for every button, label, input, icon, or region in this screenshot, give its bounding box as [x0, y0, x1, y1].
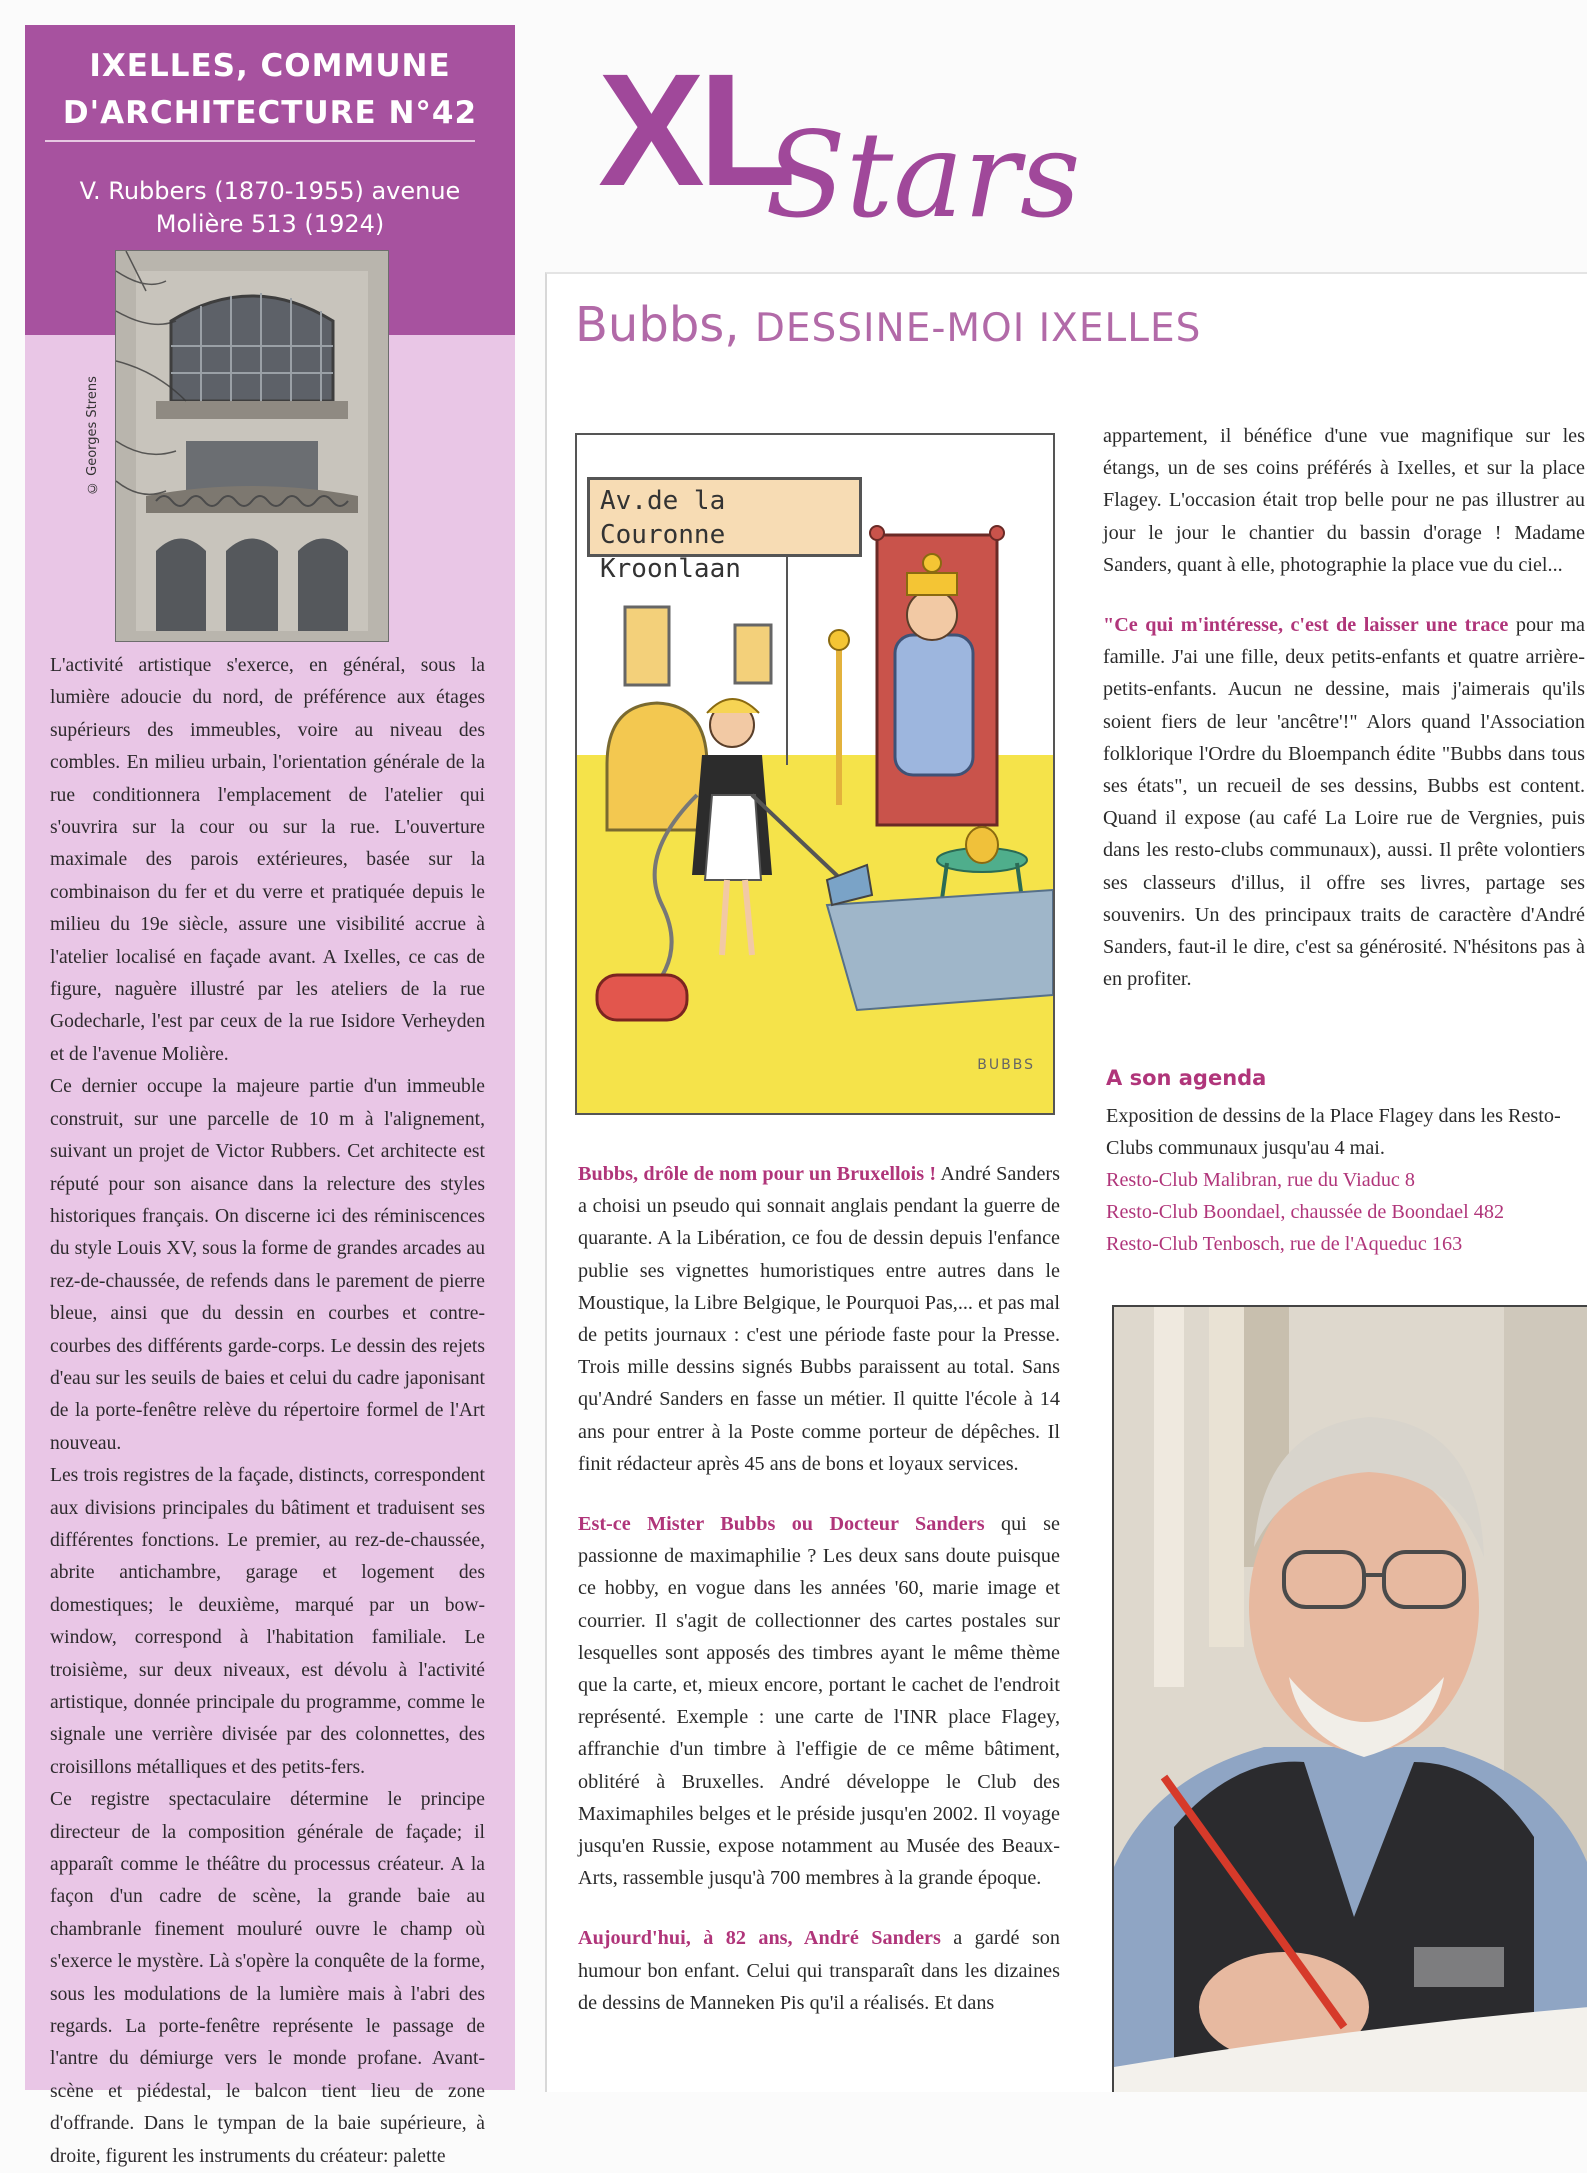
- street-sign: [587, 477, 862, 584]
- sidebar-paragraph: Les trois registres de la façade, distincts, correspondent aux divisions principales du bâtiment et traduisent ses différentes fonctions. Le premier, au rez-de-chaussée, abrite antichambre, garage et logement des domestiques; le deuxième, marqué par un bow-window, correspond à l'habitation familiale. Le troisième, sur deux niveaux, est dévolu à l'activité artistique, donnée principale du programme, comme le signale une verrière divisée par des colonnettes, des croisillons métalliques et des petits-fers.: [50, 1465, 485, 1778]
- agenda-intro: Exposition de dessins de la Place Flagey dans les Resto-Clubs communaux jusqu'au 4 mai.: [1106, 1105, 1561, 1159]
- agenda-venue: Resto-Club Boondael, chaussée de Boondael 482: [1106, 1201, 1505, 1223]
- paragraph-lead: Aujourd'hui, à 82 ans, André Sanders: [578, 1927, 941, 1950]
- article-paragraph: [578, 1922, 1060, 2019]
- portrait-illustration: [1114, 1307, 1587, 2092]
- sidebar-architecture: [25, 25, 515, 2167]
- article-headline: [575, 295, 1201, 359]
- sign-line1: Av.de la Couronne: [600, 486, 726, 550]
- agenda-venue: Resto-Club Malibran, rue du Viaduc 8: [1106, 1169, 1416, 1191]
- sidebar-title-line2: D'ARCHITECTURE N°42: [62, 95, 478, 131]
- paragraph-lead: Bubbs, drôle de nom pour un Bruxellois !: [578, 1163, 937, 1185]
- sidebar-paragraph: Ce registre spectaculaire détermine le principe directeur de la composition générale de façade; il apparaît comme le théâtre du processus créateur. A la façon d'un cadre de scène, la grande baie au chambranle finement mouluré ouvre le champ où s'exerce le mystère. Là s'opère la conquête de la forme, sous les modulations de la lumière mais à l'abri des regards. La porte-fenêtre représente le passage de l'antre du démiurge vers le monde profane. Avant-scène et piédestal, le balcon tient lieu de zone d'offrande. Dans le tympan de la baie supérieure, à droite, figurent les instruments du créateur: palette: [50, 1789, 485, 2167]
- agenda-box: [1106, 1062, 1586, 1260]
- article-paragraph: appartement, il bénéfice d'une vue magnifique sur les étangs, un de ses coins préférés à Ixelles, et sur la place Flagey. L'occasion était trop belle pour ne pas illustrer au jour le jour le chantier du bassin d'orage ! Madame Sanders, quant à elle, photographie la place vue du ciel...: [1103, 425, 1585, 576]
- logo-xl: XL: [598, 40, 791, 219]
- agenda-venue: Resto-Club Tenbosch, rue de l'Aqueduc 163: [1106, 1233, 1463, 1255]
- sidebar-subtitle: [25, 175, 515, 241]
- cartoon-signature: BUBBS: [977, 1057, 1035, 1073]
- sidebar-subtitle-line1: V. Rubbers (1870-1955) avenue: [79, 177, 461, 205]
- article-paragraph: [1103, 609, 1585, 995]
- article-paragraph: [578, 1158, 1060, 1480]
- sidebar-title: [25, 43, 515, 137]
- sidebar-divider: [45, 140, 475, 142]
- sidebar-paragraph: L'activité artistique s'exerce, en général, sous la lumière adoucie du nord, de préférence aux étages supérieurs des immeubles, voire au niveau des combles. En milieu urbain, l'orientation générale de la rue conditionnera l'emplacement de l'atelier qui s'ouvrira sur la cour ou sur la rue. L'ouverture maximale des parois extérieures, basée sur la combinaison du fer et du verre et pratiquée depuis le milieu du 19e siècle, assure une visibilité accrue à l'atelier localisé en façade avant. A Ixelles, ce cas de figure, naguère illustré par les ateliers de la rue Godecharle, l'est par ceux de la rue Isidore Verheyden et de l'avenue Molière.: [50, 655, 485, 1065]
- article-column-middle: [578, 1158, 1060, 2047]
- sidebar-body: [50, 650, 485, 2173]
- building-photo: [115, 250, 389, 642]
- article-paragraph: [578, 1508, 1060, 1894]
- article-column-right: [1103, 420, 1585, 1023]
- sidebar-subtitle-line2: Molière 513 (1924): [155, 210, 385, 238]
- cartoon-illustration: [575, 433, 1055, 1115]
- headline-name: Bubbs,: [575, 297, 740, 353]
- headline-rest: DESSINE-MOI IXELLES: [754, 306, 1202, 351]
- portrait-photo: [1112, 1305, 1587, 2092]
- logo-stars: Stars: [765, 106, 1081, 244]
- paragraph-text: a gardé son humour bon enfant. Celui qui transparaît dans les dizaines de dessins de Manneken Pis qu'il a réalisés. Et dans: [578, 1927, 1060, 2014]
- paragraph-lead: "Ce qui m'intéresse, c'est de laisser une trace: [1103, 614, 1509, 637]
- paragraph-lead: Est-ce Mister Bubbs ou Docteur Sanders: [578, 1513, 985, 1536]
- paragraph-text: pour ma famille. J'ai une fille, deux petits-enfants et quatre arrière-petits-enfants. Aucun ne dessine, mais j'aimerais qu'ils soient fiers de leur 'ancêtre'!" Alors quand l'Association folklorique l'Ordre du Bloempanch édite "Bubbs dans tous ses états", un recueil de ses dessins, Bubbs est content. Quand il expose (au café La Loire rue de Vergnies, puis dans les resto-clubs communaux), aussi. Il prête volontiers ses classeurs d'illus, il offre ses livres, partage ses souvenirs. Un des principaux traits de caractère d'André Sanders, faut-il le dire, c'est sa générosité. N'hésitons pas à en profiter.: [1103, 614, 1585, 991]
- paragraph-text: qui se passionne de maximaphilie ? Les deux sans doute puisque ce hobby, en vogue dans les années '60, marie image et courrier. Il s'agit de collectionner des cartes postales sur lesquelles sont apposés des timbres ayant le même thème que la carte, et, mieux encore, portant le cachet de l'endroit représenté. Exemple : une carte de l'INR place Flagey, affranchie d'un timbre à l'effigie de ce même bâtiment, oblitéré à Bruxelles. André développe le Club des Maximaphiles belges et le préside jusqu'en 2002. Il voyage jusqu'en Russie, expose notamment au Musée des Beaux-Arts, rassemble jusqu'à 700 membres à la grande époque.: [578, 1513, 1060, 1890]
- building-facade-illustration: [116, 251, 388, 641]
- photo-credit: © Georges Strens: [85, 376, 100, 495]
- agenda-title: A son agenda: [1106, 1066, 1267, 1090]
- sign-line2: Kroonlaan: [600, 554, 741, 584]
- sidebar-title-line1: IXELLES, COMMUNE: [89, 48, 451, 84]
- sidebar-paragraph: Ce dernier occupe la majeure partie d'un immeuble construit, sur une parcelle de 10 m à l'alignement, suivant un projet de Victor Rubbers. Cet architecte est réputé pour son aisance dans la relecture des styles historiques français. On discerne ici des réminiscences du style Louis XV, sous la forme de grandes arcades au rez-de-chaussée, de refends dans le parement de pierre bleue, ainsi que du dessin en courbes et contre- courbes des différents garde-corps. Le dessin des rejets d'eau sur les seuils de baies et celui du cadre japonisant de la porte-fenêtre relève du répertoire formel de l'Art nouveau.: [50, 1076, 485, 1454]
- paragraph-text: André Sanders a choisi un pseudo qui sonnait anglais pendant la guerre de quarante. A la Libération, ce fou de dessin depuis l'enfance publie ses vignettes humoristiques entre autres dans le Moustique, la Libre Belgique, le Pourquoi Pas,... et pas mal de petits journaux : c'est une période faste pour la Presse. Trois mille dessins signés Bubbs paraissent au total. Sans qu'André Sanders en fasse un métier. Il quitte l'école à 14 ans pour entrer à la Poste comme porteur de dépêches. Il finit rédacteur après 45 ans de bons et loyaux services.: [578, 1163, 1061, 1475]
